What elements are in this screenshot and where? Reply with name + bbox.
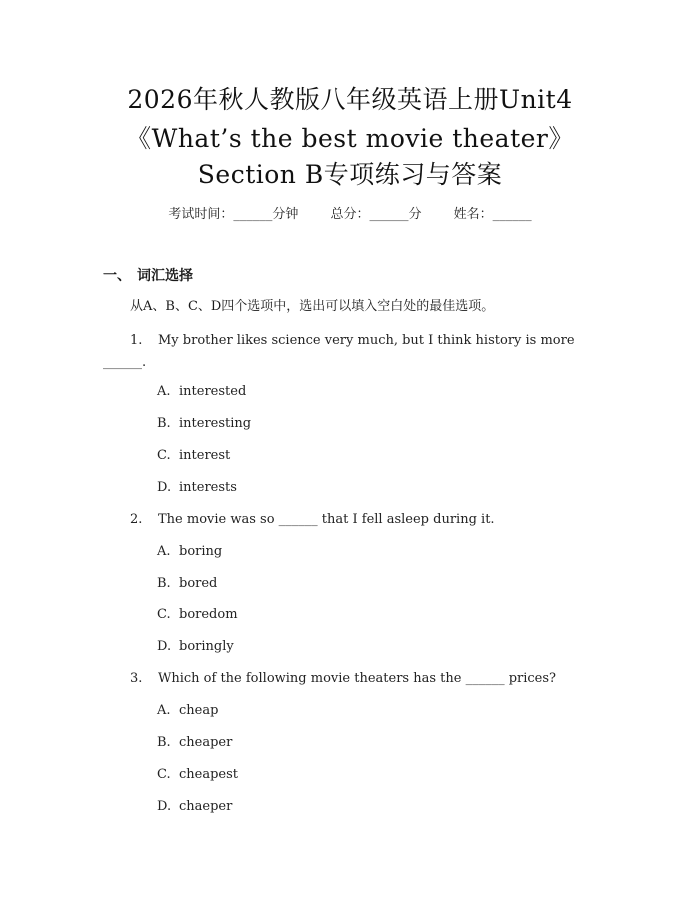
option-text: interests (179, 480, 237, 495)
option-letter: B. (157, 576, 171, 591)
option-letter: C. (157, 767, 171, 782)
option-text: chaeper (179, 799, 233, 814)
option-2d (157, 637, 234, 657)
option-letter: D. (157, 799, 172, 814)
question-text: My brother likes science very much, but I think history is more (158, 333, 575, 348)
section-number: 一、 (103, 268, 131, 284)
option-1a (157, 382, 246, 402)
exam-time: 考试时间：______分钟 (168, 207, 299, 222)
section-heading (103, 266, 193, 286)
option-text: cheaper (179, 735, 233, 750)
exam-score: 总分：______分 (330, 207, 422, 222)
option-letter: C. (157, 607, 171, 622)
question-text: Which of the following movie theaters has the ______ prices? (158, 671, 557, 686)
option-1d (157, 478, 237, 498)
option-letter: A. (157, 544, 171, 559)
exam-name: 姓名：______ (453, 207, 532, 222)
option-letter: C. (157, 448, 171, 463)
option-1b (157, 414, 251, 434)
option-1c (157, 446, 230, 466)
option-letter: A. (157, 384, 171, 399)
option-text: boring (179, 544, 223, 559)
option-2a (157, 542, 222, 562)
option-text: interest (179, 448, 231, 463)
option-3a (157, 701, 218, 721)
document-title-line-1: 2026年秋人教版八年级英语上册Unit4 (127, 85, 573, 114)
option-text: boredom (179, 607, 238, 622)
option-3d (157, 797, 232, 817)
option-text: interesting (179, 416, 252, 431)
option-letter: D. (157, 480, 172, 495)
option-text: boringly (179, 639, 234, 654)
option-3c (157, 765, 238, 785)
question-3 (130, 669, 556, 689)
option-text: cheapest (179, 767, 239, 782)
question-number: 1. (130, 333, 143, 348)
question-number: 3. (130, 671, 143, 686)
question-1 (130, 331, 575, 351)
option-letter: B. (157, 416, 171, 431)
section-instruction: 从A、B、C、D四个选项中，选出可以填入空白处的最佳选项。 (130, 299, 495, 314)
question-1-continuation: ______. (103, 355, 147, 370)
question-2 (130, 510, 495, 530)
option-letter: A. (157, 703, 171, 718)
question-number: 2. (130, 512, 143, 527)
option-text: interested (179, 384, 247, 399)
option-2c (157, 605, 238, 625)
document-title-line-3: Section B专项练习与答案 (197, 160, 503, 189)
option-letter: D. (157, 639, 172, 654)
document-title-line-2: 《What’s the best movie theater》 (126, 124, 574, 153)
option-letter: B. (157, 735, 171, 750)
exam-info (0, 205, 700, 225)
option-2b (157, 574, 217, 594)
option-3b (157, 733, 232, 753)
section-title: 词汇选择 (137, 268, 193, 284)
question-text: The movie was so ______ that I fell asleep during it. (158, 512, 495, 527)
option-text: bored (179, 576, 218, 591)
option-text: cheap (179, 703, 219, 718)
